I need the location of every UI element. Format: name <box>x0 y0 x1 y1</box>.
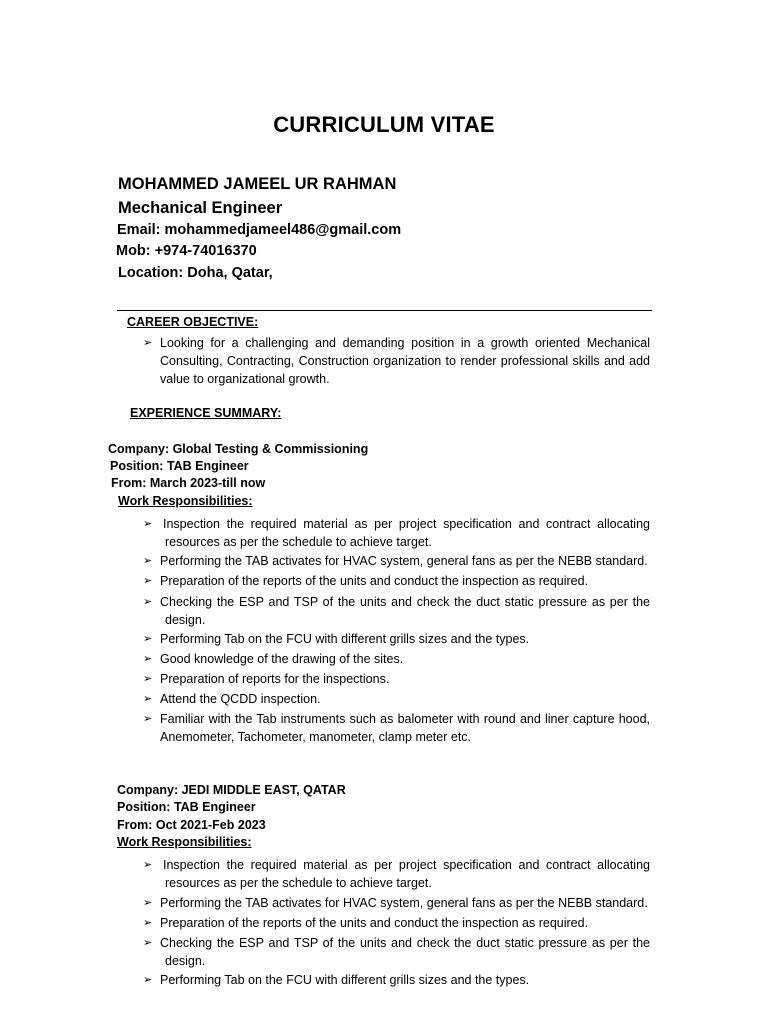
job1-item-7 <box>143 670 650 688</box>
job1-item-9-line1: Familiar with the Tab instruments such as balometer with round and liner capture hood, <box>160 712 650 726</box>
objective-bullet <box>143 334 650 388</box>
job1-item-3-text: Preparation of the reports of the units and conduct the inspection as required. <box>160 574 589 588</box>
experience-heading: EXPERIENCE SUMMARY: <box>130 406 282 420</box>
job2-item-2 <box>143 894 650 912</box>
objective-text: Looking for a challenging and demanding position in a growth oriented Mechanical Consulting, Contracting, Construction organization to render professional skills and add value to organizational growth. <box>160 336 650 386</box>
objective-heading: CAREER OBJECTIVE: <box>127 315 259 329</box>
job1-item-3 <box>143 572 650 590</box>
page-title: CURRICULUM VITAE <box>273 112 495 137</box>
job1-item-2 <box>143 552 650 570</box>
job1-position: Position: TAB Engineer <box>110 459 249 473</box>
job1-item-8-text: Attend the QCDD inspection. <box>160 692 321 706</box>
job2-item-4-line2: design. <box>165 954 206 968</box>
divider <box>117 310 652 311</box>
job1-item-1-line1: Inspection the required material as per project specification and contract allocating <box>163 517 650 531</box>
job2-item-3-text: Preparation of the reports of the units and conduct the inspection as required. <box>160 916 589 930</box>
job1-item-6 <box>143 650 650 668</box>
job2-item-5 <box>143 971 650 989</box>
job1-item-4-line1: Checking the ESP and TSP of the units and check the duct static pressure as per the <box>160 595 650 609</box>
bullet-arrow-icon: ➢ <box>143 917 153 929</box>
job1-item-2-text: Performing the TAB activates for HVAC system, general fans as per the NEBB standard. <box>160 554 648 568</box>
job1-responsibilities-heading: Work Responsibilities: <box>118 494 253 508</box>
bullet-arrow-icon: ➢ <box>143 713 153 725</box>
candidate-role: Mechanical Engineer <box>118 199 283 217</box>
mobile: Mob: +974-74016370 <box>116 243 257 259</box>
bullet-arrow-icon: ➢ <box>143 897 153 909</box>
job1-item-1 <box>143 515 650 551</box>
job2-item-4-line1: Checking the ESP and TSP of the units and check the duct static pressure as per the <box>160 936 650 950</box>
bullet-arrow-icon: ➢ <box>143 518 153 530</box>
bullet-arrow-icon: ➢ <box>143 575 153 587</box>
job1-from: From: March 2023-till now <box>111 476 266 490</box>
job1-item-5 <box>143 630 650 648</box>
job2-from: From: Oct 2021-Feb 2023 <box>117 818 266 832</box>
candidate-name: MOHAMMED JAMEEL UR RAHMAN <box>118 175 397 193</box>
job1-item-5-text: Performing Tab on the FCU with different grills sizes and the types. <box>160 632 530 646</box>
bullet-arrow-icon: ➢ <box>143 633 153 645</box>
bullet-arrow-icon: ➢ <box>143 859 153 871</box>
job2-item-1-line2: resources as per the schedule to achieve target. <box>165 876 432 890</box>
job1-item-4 <box>143 593 650 629</box>
job2-item-4 <box>143 934 650 970</box>
job2-item-1 <box>143 856 650 892</box>
email: Email: mohammedjameel486@gmail.com <box>117 222 402 238</box>
bullet-arrow-icon: ➢ <box>143 337 153 349</box>
job2-item-5-text: Performing Tab on the FCU with different grills sizes and the types. <box>160 973 530 987</box>
bullet-arrow-icon: ➢ <box>143 653 153 665</box>
job1-company: Company: Global Testing & Commissioning <box>108 442 369 456</box>
bullet-arrow-icon: ➢ <box>143 974 153 986</box>
job1-item-6-text: Good knowledge of the drawing of the sites. <box>160 652 404 666</box>
job1-item-9 <box>143 710 650 746</box>
job1-item-8 <box>143 690 650 708</box>
job2-item-1-line1: Inspection the required material as per project specification and contract allocating <box>163 858 650 872</box>
job2-responsibilities-heading: Work Responsibilities: <box>117 835 252 849</box>
job2-position: Position: TAB Engineer <box>117 800 256 814</box>
job1-item-7-text: Preparation of reports for the inspections. <box>160 672 390 686</box>
job2-item-2-text: Performing the TAB activates for HVAC system, general fans as per the NEBB standard. <box>160 896 648 910</box>
bullet-arrow-icon: ➢ <box>143 693 153 705</box>
job2-item-3 <box>143 914 650 932</box>
bullet-arrow-icon: ➢ <box>143 673 153 685</box>
job1-item-4-line2: design. <box>165 613 206 627</box>
job2-company: Company: JEDI MIDDLE EAST, QATAR <box>117 783 346 797</box>
location: Location: Doha, Qatar, <box>118 265 273 281</box>
bullet-arrow-icon: ➢ <box>143 555 153 567</box>
bullet-arrow-icon: ➢ <box>143 937 153 949</box>
job1-item-1-line2: resources as per the schedule to achieve target. <box>165 535 432 549</box>
bullet-arrow-icon: ➢ <box>143 596 153 608</box>
job1-item-9-line2: Anemometer, Tachometer, manometer, clamp meter etc. <box>160 730 472 744</box>
